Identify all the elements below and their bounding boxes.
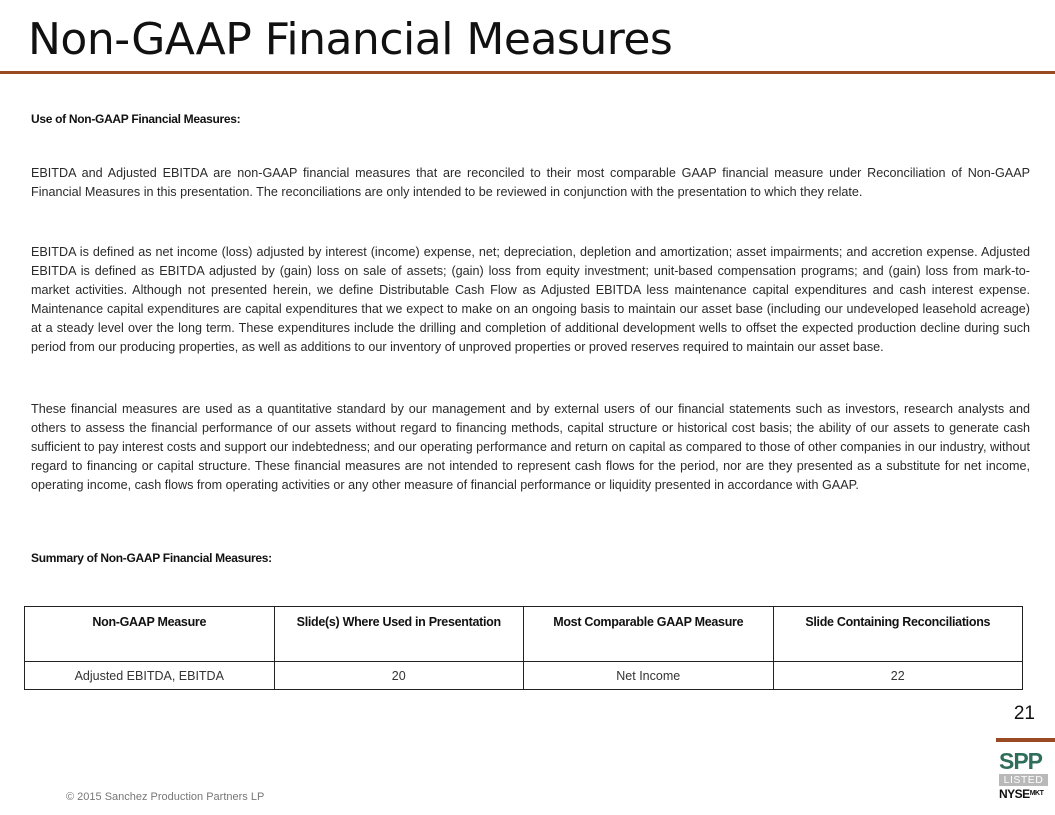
cell-slides-used: 20 bbox=[274, 662, 524, 690]
table-header-row bbox=[25, 607, 1023, 662]
cell-reconciliation-slide: 22 bbox=[773, 662, 1023, 690]
non-gaap-summary-table bbox=[24, 606, 1023, 690]
paragraph-reconciliation: EBITDA and Adjusted EBITDA are non-GAAP financial measures that are reconciled to their most comparable GAAP financial measure under Reconciliation of Non-GAAP Financial Measures in this presentation. The reconciliations are only intended to be reviewed in conjunction with the presentation to which they relate. bbox=[31, 166, 1030, 199]
logo-listed-label: LISTED bbox=[999, 774, 1048, 786]
title-divider bbox=[0, 71, 1055, 74]
logo-exchange-suffix: MKT bbox=[1029, 790, 1044, 797]
header-comparable-gaap: Most Comparable GAAP Measure bbox=[524, 607, 774, 662]
logo-ticker: SPP bbox=[999, 748, 1043, 774]
table-row bbox=[25, 662, 1023, 690]
page-title: Non-GAAP Financial Measures bbox=[28, 14, 673, 65]
logo-divider bbox=[996, 738, 1055, 742]
page-number: 21 bbox=[1013, 703, 1035, 724]
header-reconciliation-slide: Slide Containing Reconciliations bbox=[773, 607, 1023, 662]
paragraph-measure-usage: These financial measures are used as a quantitative standard by our management and by external users of our financial statements such as investors, research analysts and others to assess the financial performance of our assets without regard to financing methods, capital structure or historical cost basis; the ability of our assets to generate cash sufficient to pay interest costs and support our indebtedness; and our operating performance and return on capital as compared to those of other companies in our industry, without regard to financing or capital structure. These financial measures are not intended to represent cash flows for the period, nor are they presented as a substitute for net income, operating income, cash flows from operating activities or any other measure of financial performance or liquidity presented in accordance with GAAP. bbox=[31, 402, 1030, 492]
spp-nyse-logo bbox=[999, 748, 1049, 802]
logo-exchange bbox=[999, 787, 1043, 801]
header-slides-used: Slide(s) Where Used in Presentation bbox=[274, 607, 524, 662]
logo-exchange-name: NYSE bbox=[999, 787, 1030, 801]
paragraph-ebitda-definition: EBITDA is defined as net income (loss) adjusted by interest (income) expense, net; depreciation, depletion and amortization; asset impairments; and accretion expense. Adjusted EBITDA is defined as EBITDA adjusted by (gain) loss on sale of assets; (gain) loss from equity investment; unit-based compensation programs; and (gain) loss from mark-to-market activities. Although not presented herein, we define Distributable Cash Flow as Adjusted EBITDA less maintenance capital expenditures and cash interest expense. Maintenance capital expenditures are capital expenditures that we expect to make on an ongoing basis to maintain our asset base (including our undeveloped leasehold acreage) at a steady level over the long term. These expenditures include the drilling and completion of additional development wells to offset the expected production decline during such period from our producing properties, as well as additions to our inventory of unproved properties or proved reserves required to maintain our asset base. bbox=[31, 245, 1030, 354]
cell-comparable-gaap: Net Income bbox=[524, 662, 774, 690]
copyright-footer: © 2015 Sanchez Production Partners LP bbox=[66, 791, 265, 803]
summary-section-heading: Summary of Non-GAAP Financial Measures: bbox=[31, 551, 272, 565]
header-non-gaap-measure: Non-GAAP Measure bbox=[25, 607, 275, 662]
cell-measure: Adjusted EBITDA, EBITDA bbox=[25, 662, 275, 690]
use-section-heading: Use of Non-GAAP Financial Measures: bbox=[31, 112, 241, 126]
